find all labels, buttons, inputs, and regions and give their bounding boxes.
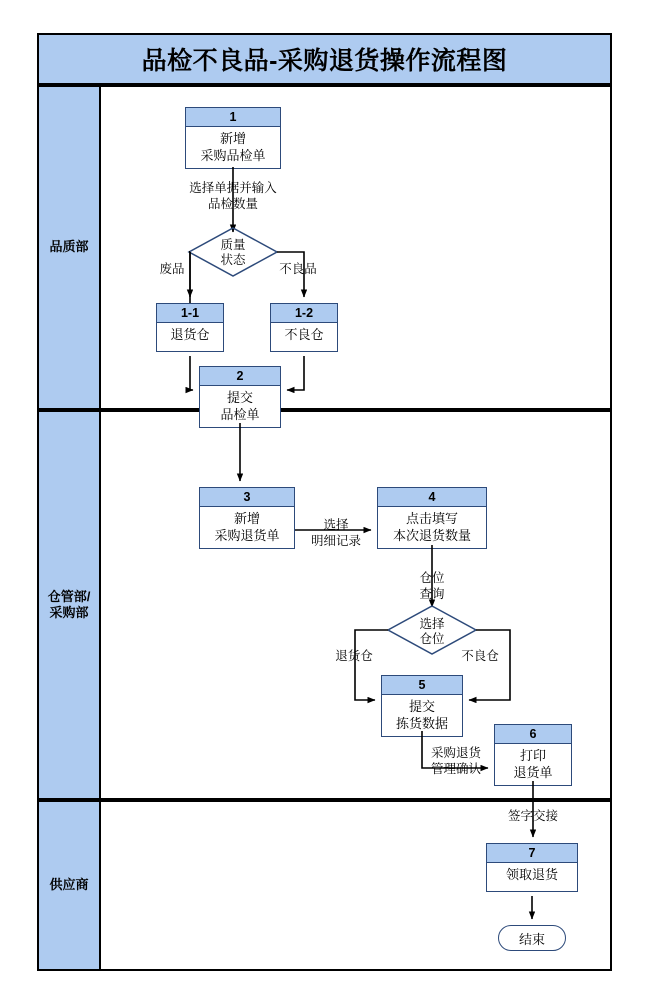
lane-label-supplier — [37, 800, 101, 971]
edge-label-purchase-return-line1: 采购退货 — [430, 746, 481, 760]
node-7-number: 7 — [487, 844, 577, 863]
node-3-line2: 采购退货单 — [214, 528, 280, 543]
edge-label-scrap: 废品 — [159, 262, 185, 276]
edge-label-defective: 不良品 — [279, 262, 317, 276]
node-3[interactable] — [199, 487, 295, 549]
node-5-line2: 拣货数据 — [395, 716, 448, 731]
edge-label-select-detail — [299, 517, 373, 549]
lane-label-warehouse — [37, 410, 101, 800]
edge-label-select-doc-line2: 品检数量 — [207, 197, 258, 211]
node-2-line1: 提交 — [226, 390, 253, 405]
edge-label-sign-handover: 签字交接 — [507, 809, 558, 823]
decision-quality-status-line1: 质量 — [220, 238, 246, 252]
edge-label-purchase-return — [417, 745, 495, 777]
edge-label-location-query-line2: 查询 — [419, 587, 445, 601]
lane-label-supplier-text: 供应商 — [49, 877, 89, 893]
node-4[interactable] — [377, 487, 487, 549]
terminator-end-label: 结束 — [518, 931, 545, 947]
edge-label-select-detail-line2: 明细记录 — [310, 534, 361, 548]
node-6[interactable] — [494, 724, 572, 786]
node-2[interactable] — [199, 366, 281, 428]
decision-select-location-line1: 选择 — [419, 617, 445, 631]
node-7-line1: 领取退货 — [505, 867, 558, 882]
node-2-number: 2 — [200, 367, 280, 386]
node-1[interactable] — [185, 107, 281, 169]
node-3-number: 3 — [200, 488, 294, 507]
edge-label-select-doc — [168, 180, 298, 212]
lane-label-warehouse-line1: 仓管部/ — [47, 588, 91, 604]
lane-label-warehouse-line2: 采购部 — [49, 605, 89, 620]
decision-quality-status-label — [203, 238, 263, 268]
node-5[interactable] — [381, 675, 463, 737]
node-1-2-line1: 不良仓 — [284, 327, 324, 342]
node-5-line1: 提交 — [408, 699, 435, 714]
edge-label-location-query-line1: 仓位 — [419, 571, 445, 585]
node-1-line2: 采购品检单 — [200, 148, 266, 163]
node-1-2-number: 1-2 — [271, 304, 337, 323]
lane-body-quality — [101, 85, 612, 410]
terminator-end — [498, 925, 566, 951]
node-2-line2: 品检单 — [220, 407, 260, 422]
edge-label-location-query — [400, 570, 464, 602]
edge-label-defective-warehouse: 不良仓 — [461, 649, 499, 663]
decision-quality-status-line2: 状态 — [220, 253, 246, 267]
node-4-number: 4 — [378, 488, 486, 507]
node-4-line2: 本次退货数量 — [392, 528, 471, 543]
node-5-number: 5 — [382, 676, 462, 695]
lane-label-quality — [37, 85, 101, 410]
node-1-1-number: 1-1 — [157, 304, 223, 323]
node-7[interactable] — [486, 843, 578, 892]
node-1-2[interactable] — [270, 303, 338, 352]
lane-label-quality-text: 品质部 — [49, 239, 89, 255]
node-1-1-line1: 退货仓 — [170, 327, 210, 342]
decision-select-location-label — [402, 617, 462, 647]
edge-label-purchase-return-line2: 管理确认 — [430, 762, 481, 776]
node-4-line1: 点击填写 — [405, 511, 458, 526]
node-1-1[interactable] — [156, 303, 224, 352]
node-1-number: 1 — [186, 108, 280, 127]
edge-label-return-warehouse: 退货仓 — [335, 649, 373, 663]
node-6-line2: 退货单 — [513, 765, 553, 780]
edge-label-select-doc-line1: 选择单据并输入 — [189, 181, 277, 195]
diagram-title-bar — [37, 33, 612, 85]
node-6-line1: 打印 — [519, 748, 546, 763]
decision-select-location-line2: 仓位 — [419, 632, 445, 646]
page-title: 品检不良品-采购退货操作流程图 — [141, 47, 508, 75]
node-6-number: 6 — [495, 725, 571, 744]
node-3-line1: 新增 — [233, 511, 260, 526]
edge-label-select-detail-line1: 选择 — [323, 518, 349, 532]
node-1-line1: 新增 — [219, 131, 246, 146]
